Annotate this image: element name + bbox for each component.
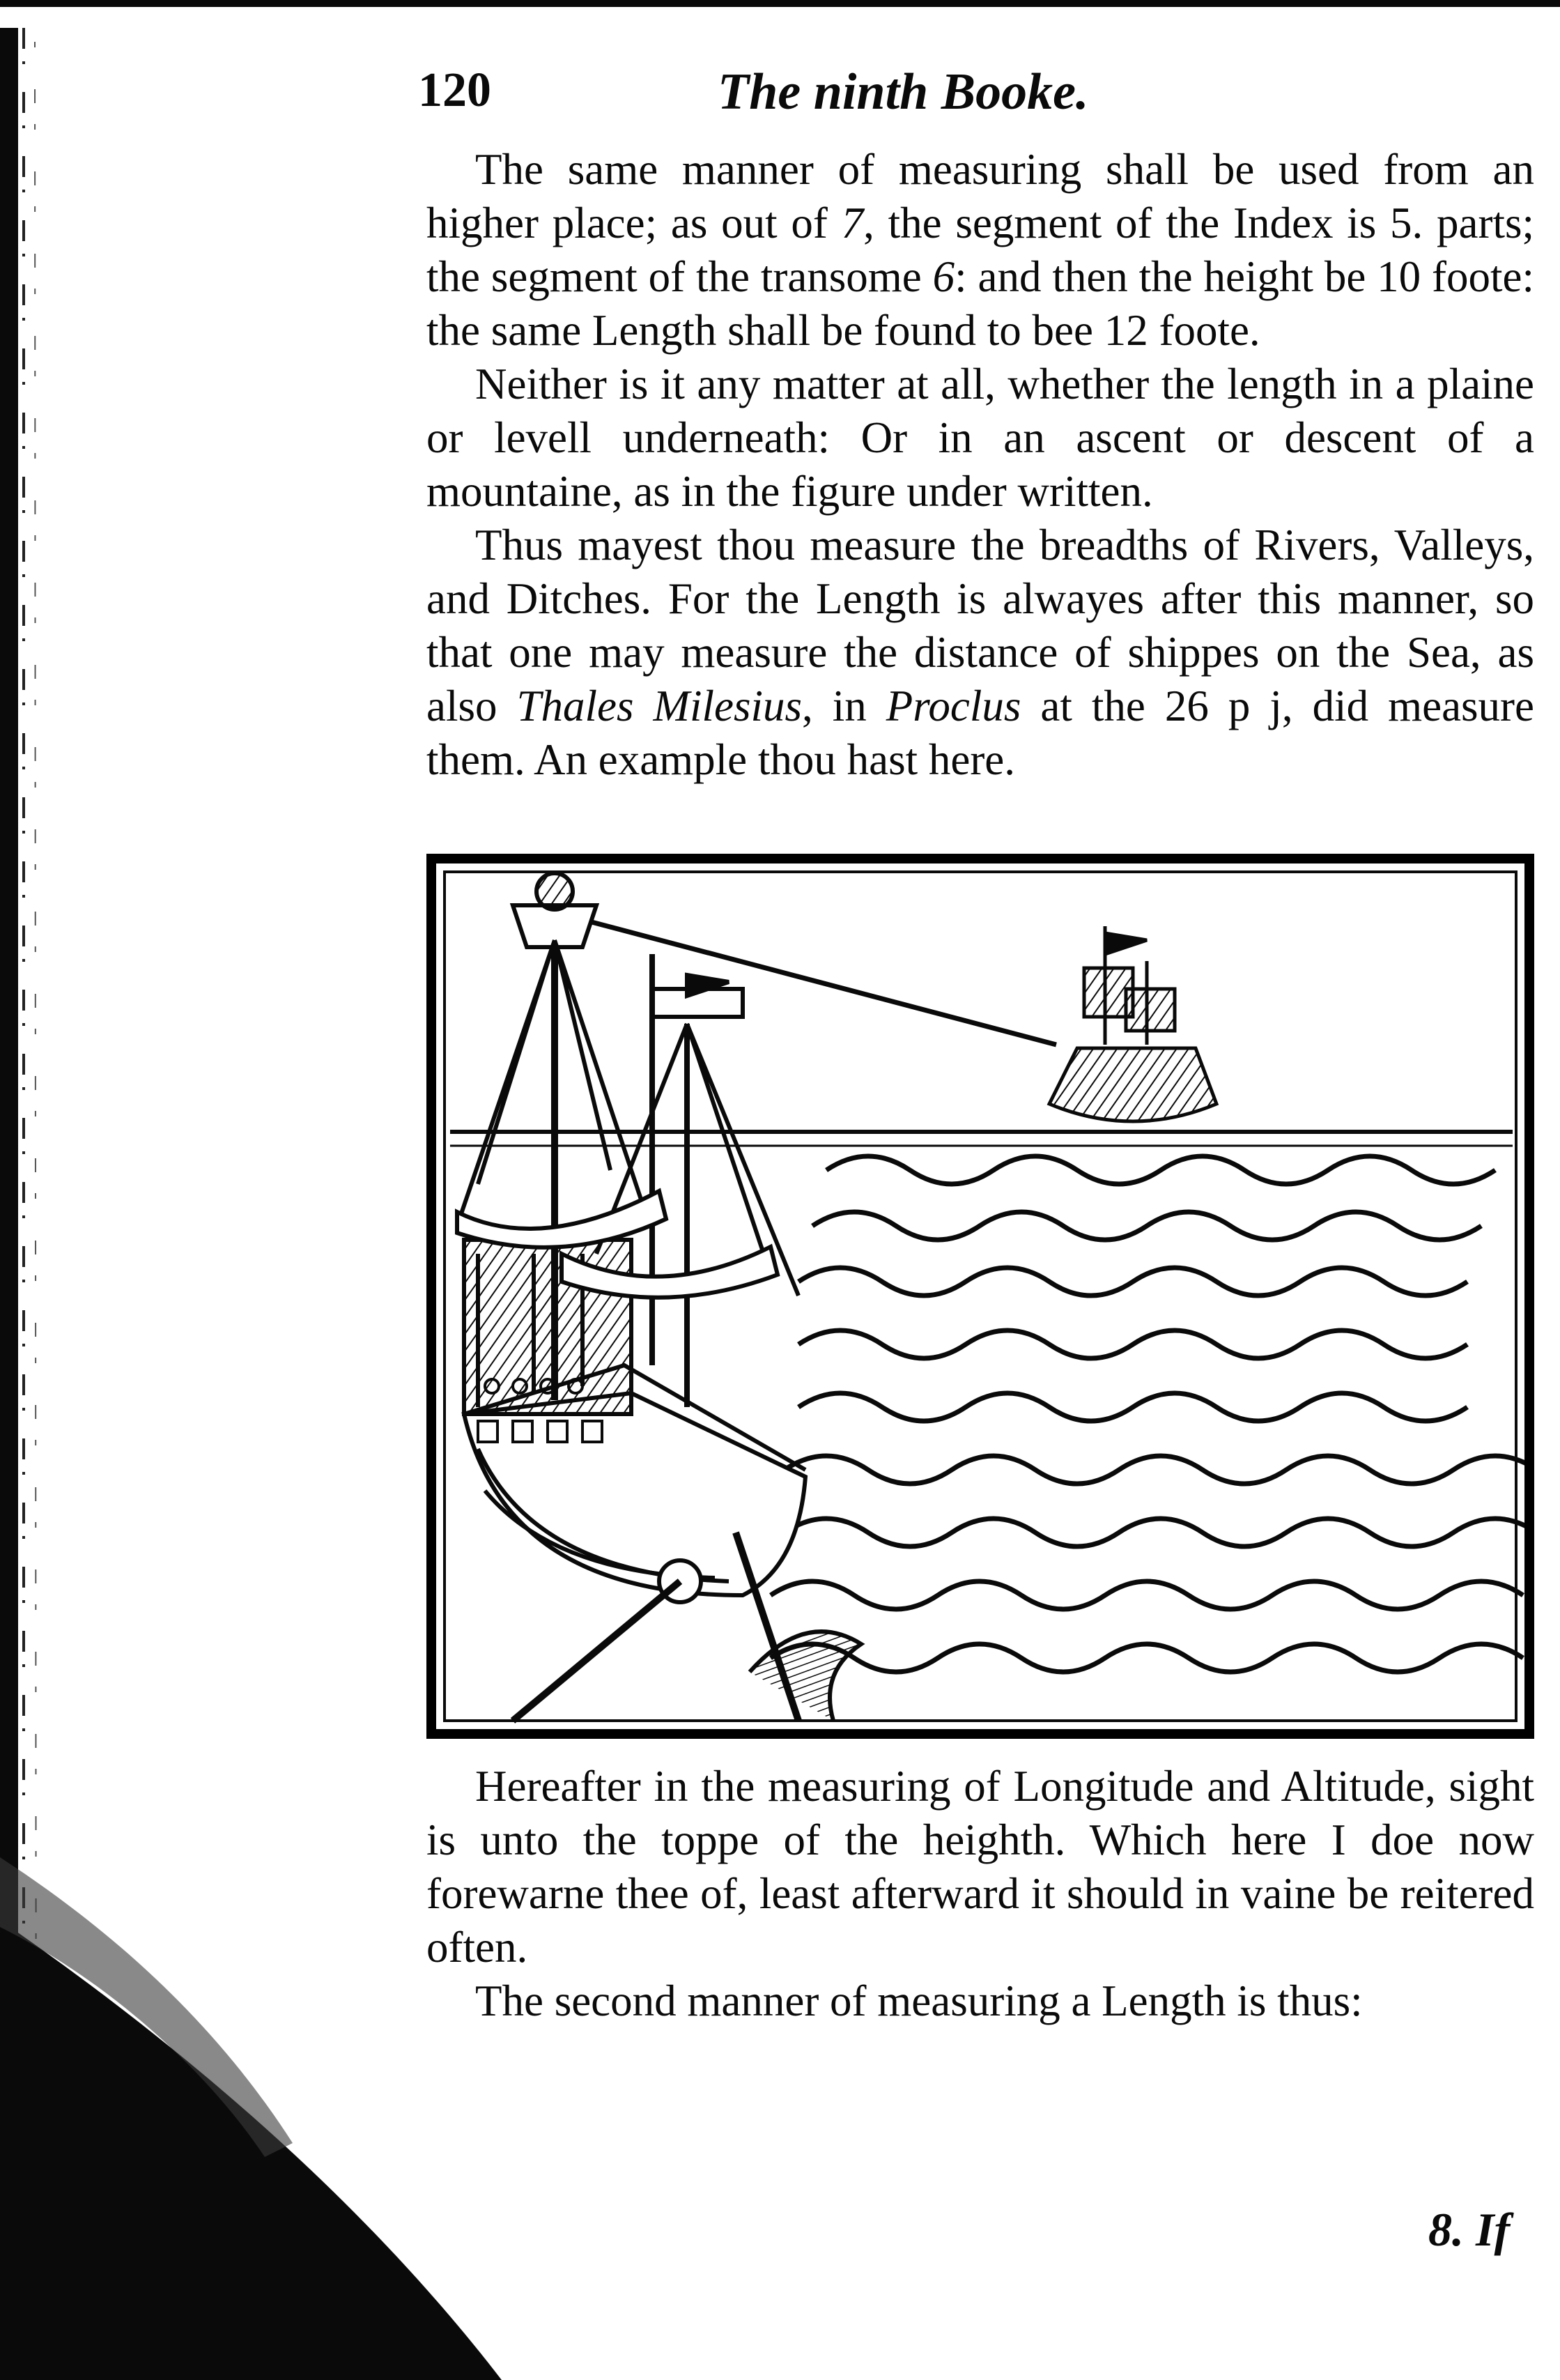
horizon-fence [450,1132,1513,1146]
paragraph-3: Thus mayest thou measure the breadths of Rivers, Valleys, and Ditches. For the Length is alwayes after this manner, so that one may measure the distance of shippes on the Sea, as also Thales Milesius, in Proclus at the 26 p j, did measure them. An example thou hast here. [426,521,1534,784]
page-top-rule [0,0,1560,7]
paragraph-1: The same manner of measuring shall be used from an higher place; as out of 7, the segment of the Index is 5. parts; the segment of the transome 6: and then the height be 10 foote: the same Length shall be found to bee 12 foote. [426,145,1534,355]
paragraph-4: Hereafter in the measuring of Longitude and Altitude, sight is unto the toppe of the heighth. Which here I doe now forewarne thee of, least afterward it should in vaine be reitered often. [426,1762,1534,1972]
woodcut-illustration [436,863,1524,1729]
main-ship [457,873,861,1721]
body-text [426,143,1534,787]
page-number: 120 [418,63,491,117]
distant-ship [1049,926,1217,1121]
sea-waves [771,1156,1524,1672]
sight-line [555,912,1056,1045]
running-title: The ninth Booke. [718,63,1089,121]
catchword: 8. If [1428,2203,1511,2256]
page-header [418,63,1393,146]
body-text-after-figure [426,1760,1534,2028]
woodcut-figure [426,854,1534,1739]
paragraph-5: The second manner of measuring a Length is thus: [475,1976,1363,2025]
paragraph-2: Neither is it any matter at all, whether the length in a plaine or levell underneath: Or in an ascent or descent of a mountaine, as in the figure under written. [426,360,1534,516]
